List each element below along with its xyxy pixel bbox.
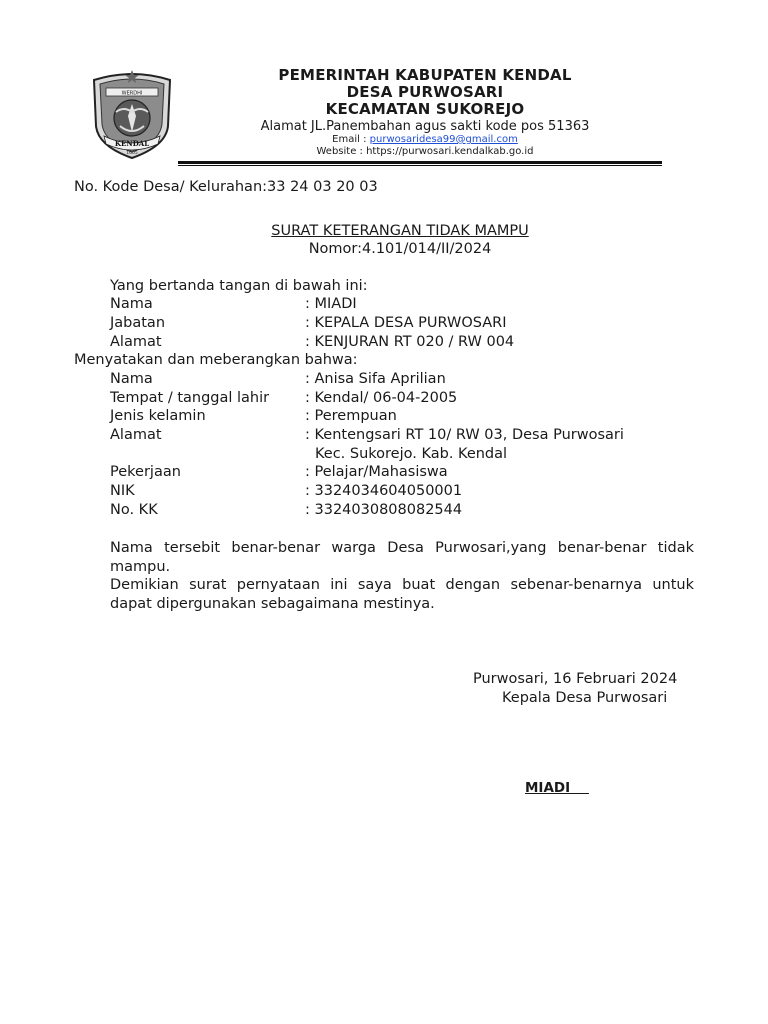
letterhead-line1: PEMERINTAH KABUPATEN KENDAL xyxy=(278,66,572,84)
intro-text: Yang bertanda tangan di bawah ini: xyxy=(110,278,368,294)
letterhead-rule-thin xyxy=(178,165,662,166)
logo-text: KENDAL xyxy=(114,139,150,148)
letter-title: SURAT KETERANGAN TIDAK MAMPU xyxy=(271,223,529,239)
field-value: : MIADI xyxy=(305,296,357,312)
field-value: : Perempuan xyxy=(305,408,397,424)
closing-paragraph: Demikian surat pernyataan ini saya buat dengan sebenar-benarnya untuk dapat dipergunakan sebagaimana mestinya. xyxy=(110,577,694,612)
email-label: Email : xyxy=(332,134,370,145)
field-value: : 3324034604050001 xyxy=(305,483,463,499)
village-code: No. Kode Desa/ Kelurahan:33 24 03 20 03 xyxy=(74,179,378,195)
field-label: Pekerjaan xyxy=(110,464,181,480)
letter-number: Nomor:4.101/014/II/2024 xyxy=(308,241,492,257)
field-value: : KEPALA DESA PURWOSARI xyxy=(305,315,507,331)
letterhead-address: Alamat JL.Panembahan agus sakti kode pos 51363 xyxy=(260,119,590,134)
letterhead-line2: DESA PURWOSARI xyxy=(346,83,504,101)
email-link[interactable]: purwosaridesa99@gmail.com xyxy=(369,134,518,145)
field-value: : Anisa Sifa Aprilian xyxy=(305,371,446,387)
field-label: Jenis kelamin xyxy=(110,408,206,424)
field-label: Alamat xyxy=(110,334,162,350)
place-date: Purwosari, 16 Februari 2024 xyxy=(473,671,678,687)
field-value: : Pelajar/Mahasiswa xyxy=(305,464,448,480)
letterhead-rule-thick xyxy=(178,161,662,164)
logo-year: 1605 xyxy=(126,151,138,156)
field-label: Tempat / tanggal lahir xyxy=(110,390,270,406)
signer-position: Kepala Desa Purwosari xyxy=(502,690,668,706)
field-label: Nama xyxy=(110,371,153,387)
field-label: NIK xyxy=(110,483,135,499)
field-label: No. KK xyxy=(110,502,158,518)
kendal-emblem-logo xyxy=(86,66,178,162)
field-value: : Kendal/ 06-04-2005 xyxy=(305,390,458,406)
field-value: : KENJURAN RT 020 / RW 004 xyxy=(305,334,515,350)
logo-motto: WERDHI xyxy=(121,90,143,97)
field-value-continued: Kec. Sukorejo. Kab. Kendal xyxy=(315,446,508,462)
letterhead xyxy=(190,67,660,158)
signature-name: MIADI xyxy=(525,780,589,796)
field-label: Alamat xyxy=(110,427,162,443)
field-label: Jabatan xyxy=(110,315,166,331)
letterhead-line3: KECAMATAN SUKOREJO xyxy=(325,100,525,118)
statement-paragraph: Nama tersebit benar-benar warga Desa Purwosari,yang benar-benar tidak mampu. xyxy=(110,540,694,575)
field-label: Nama xyxy=(110,296,153,312)
letterhead-email-line xyxy=(190,134,660,146)
declaration-text: Menyatakan dan meberangkan bahwa: xyxy=(74,352,358,368)
field-value: : 3324030808082544 xyxy=(305,502,463,518)
field-value: : Kentengsari RT 10/ RW 03, Desa Purwosari xyxy=(305,427,624,443)
letterhead-website: Website : https://purwosari.kendalkab.go.id xyxy=(316,146,534,157)
